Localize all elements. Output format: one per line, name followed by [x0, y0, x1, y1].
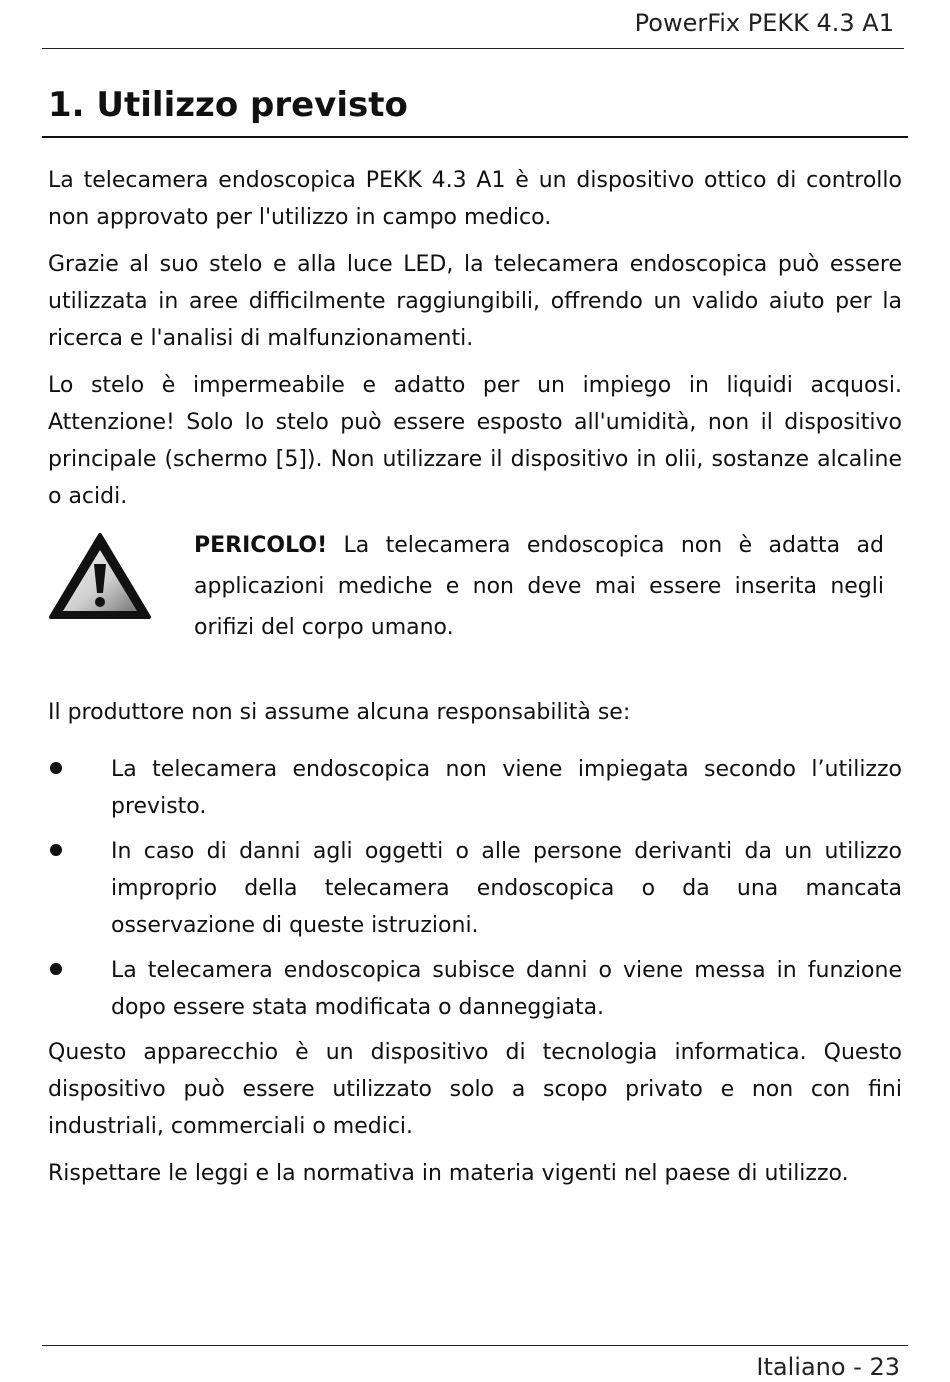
liability-intro: Il produttore non si assume alcuna responsabilità se:	[48, 700, 631, 725]
title-divider	[42, 136, 908, 138]
liability-list	[48, 751, 902, 1026]
list-item-text: La telecamera endoscopica subisce danni o viene messa in funzione dopo essere stata modificata o danneggiata.	[111, 958, 902, 1020]
warning-label: PERICOLO!	[194, 533, 328, 558]
bullet-icon	[50, 762, 62, 774]
paragraph-led-usage: Grazie al suo stelo e alla luce LED, la telecamera endoscopica può essere utilizzata in aree difficilmente raggiungibili, offrendo un valido aiuto per la ricerca e l'analisi di malfunzionamenti.	[48, 252, 902, 351]
warning-message: La telecamera endoscopica non è adatta ad applicazioni mediche e non deve mai essere inserita negli orifizi del corpo umano.	[194, 533, 884, 640]
paragraph-waterproof-note: Lo stelo è impermeabile e adatto per un impiego in liquidi acquosi. Attenzione! Solo lo stelo può essere esposto all'umidità, non il dispositivo principale (schermo [5]). Non utilizzare il dispositivo in olii, sostanze alcaline o acidi.	[48, 373, 902, 509]
bullet-icon	[50, 963, 62, 975]
list-item-text: La telecamera endoscopica non viene impiegata secondo l’utilizzo previsto.	[111, 757, 902, 819]
header-divider	[42, 48, 904, 49]
list-item	[48, 751, 902, 825]
page-header-product: PowerFix PEKK 4.3 A1	[634, 9, 894, 37]
footer-divider	[42, 1345, 908, 1346]
paragraph-intended-use: La telecamera endoscopica PEKK 4.3 A1 è un dispositivo ottico di controllo non approvato per l'utilizzo in campo medico.	[48, 168, 902, 230]
danger-warning-box	[48, 525, 902, 648]
paragraph-it-device: Questo apparecchio è un dispositivo di tecnologia informatica. Questo dispositivo può essere utilizzato solo a scopo privato e non con fini industriali, commerciali o medici.	[48, 1040, 902, 1139]
bullet-icon	[50, 844, 62, 856]
page-content	[48, 162, 902, 1202]
warning-triangle-icon	[48, 531, 152, 623]
list-item	[48, 952, 902, 1026]
paragraph-regulations: Rispettare le leggi e la normativa in materia vigenti nel paese di utilizzo.	[48, 1161, 849, 1186]
warning-text-block	[194, 525, 884, 648]
list-item-text: In caso di danni agli oggetti o alle persone derivanti da un utilizzo improprio della telecamera endoscopica o da una mancata osservazione di queste istruzioni.	[111, 839, 902, 938]
list-item	[48, 833, 902, 944]
page-footer-number: Italiano - 23	[756, 1353, 900, 1381]
section-title: 1. Utilizzo previsto	[48, 85, 408, 125]
